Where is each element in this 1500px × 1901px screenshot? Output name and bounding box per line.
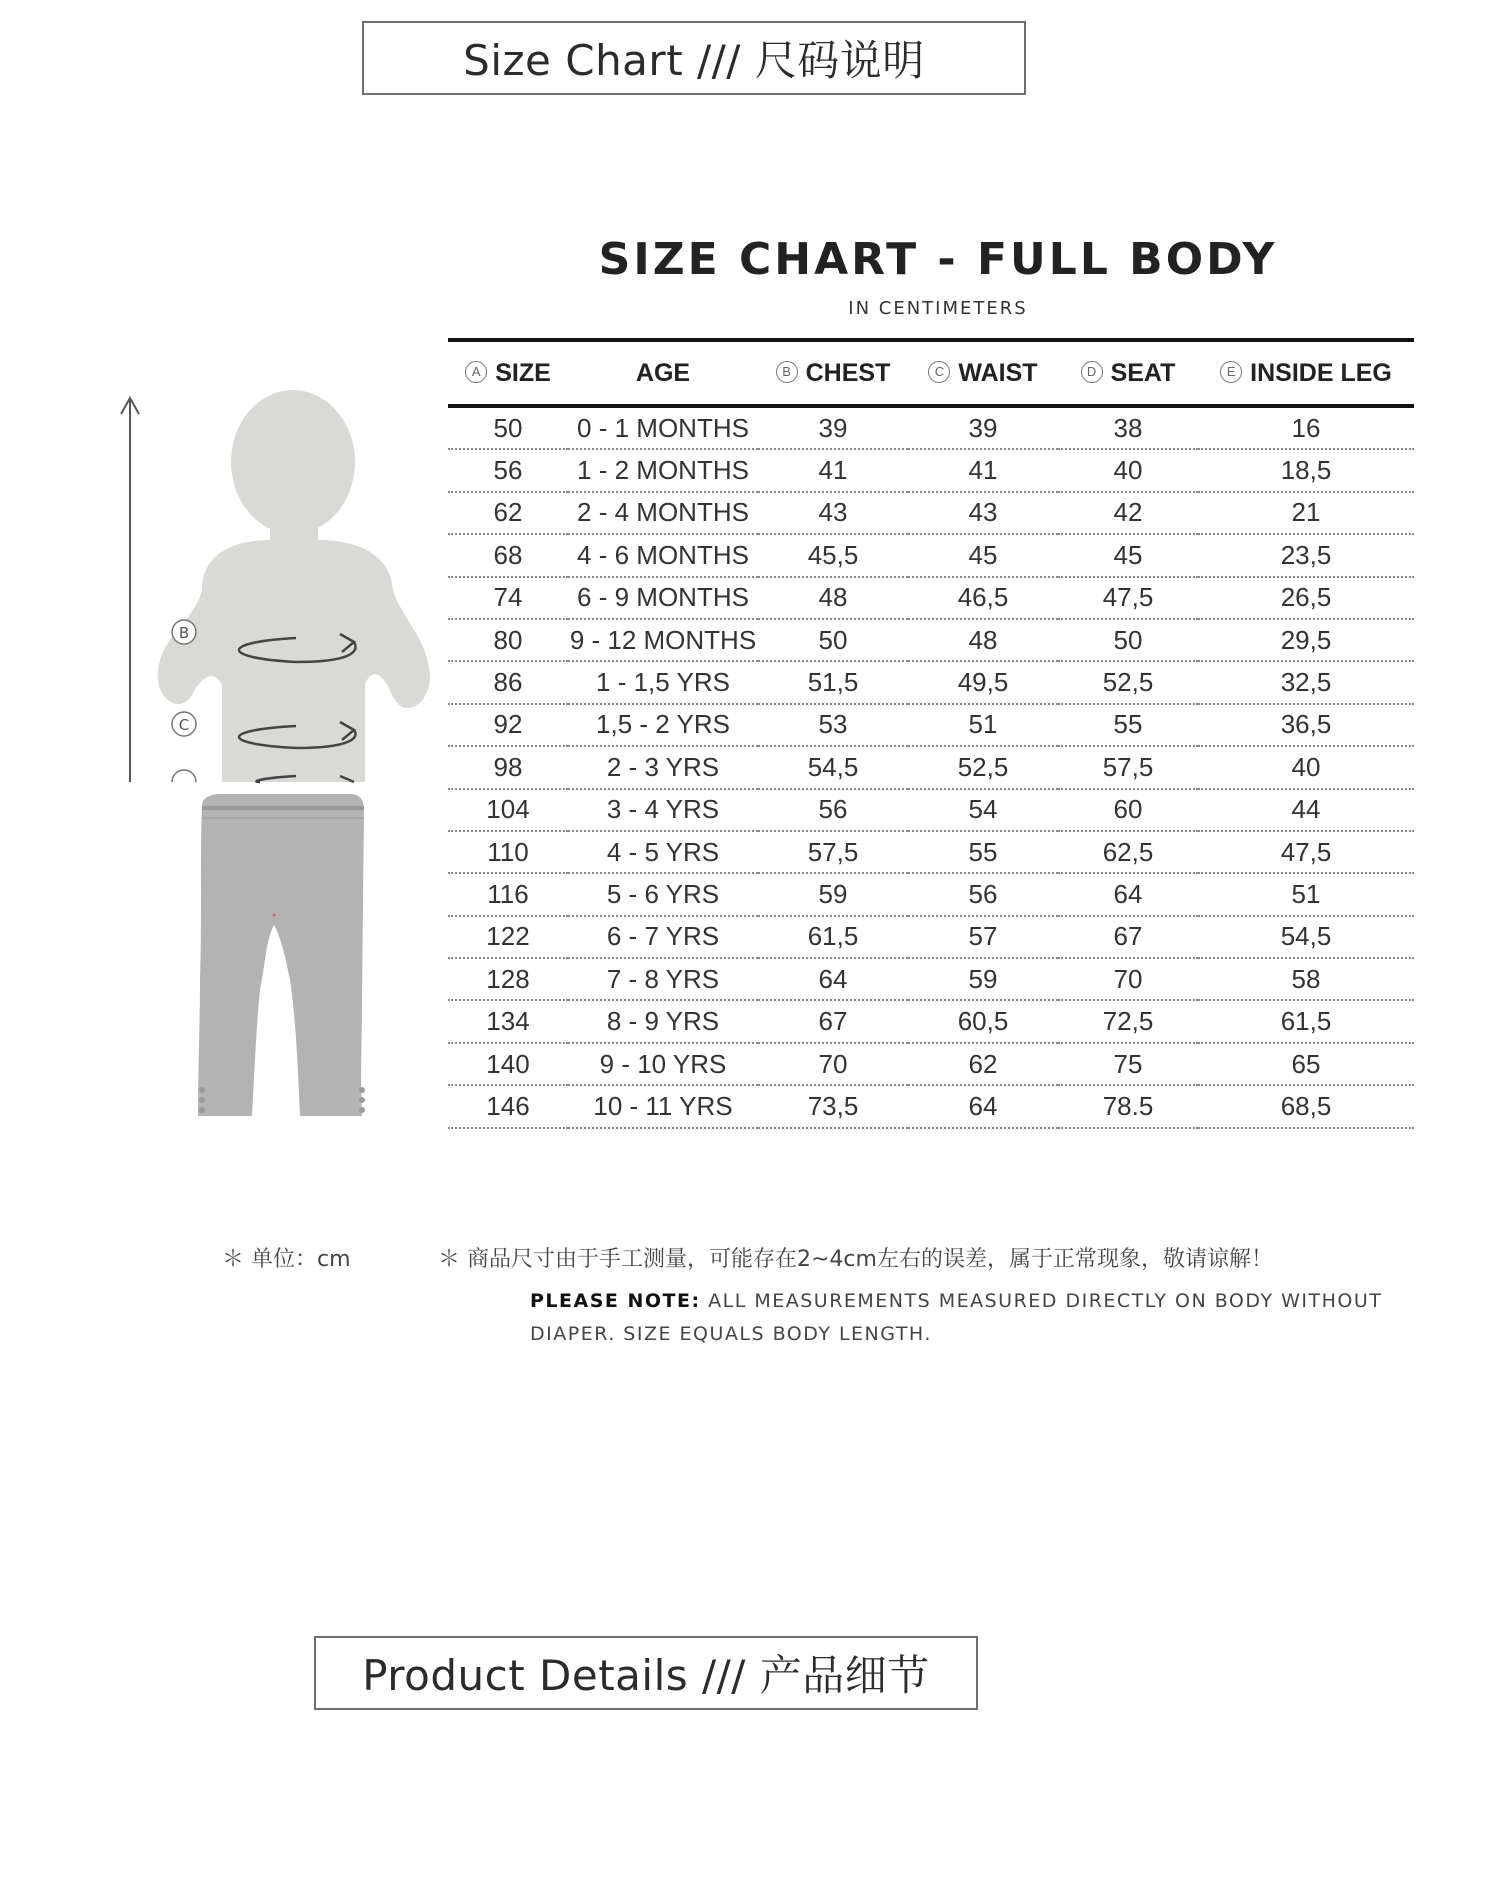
cell-size: 116 bbox=[448, 873, 568, 915]
marker-b-icon bbox=[172, 620, 196, 644]
cell-inside-leg: 61,5 bbox=[1198, 1000, 1414, 1042]
leggings-illustration bbox=[198, 794, 365, 1116]
marker-d-icon bbox=[172, 770, 196, 782]
table-row bbox=[448, 1085, 1414, 1127]
table-row bbox=[448, 449, 1414, 491]
cell-size: 128 bbox=[448, 958, 568, 1000]
cell-seat: 75 bbox=[1058, 1043, 1198, 1085]
cell-chest: 70 bbox=[758, 1043, 908, 1085]
table-row bbox=[448, 661, 1414, 703]
cell-size: 122 bbox=[448, 916, 568, 958]
size-chart-banner-text: Size Chart /// 尺码说明 bbox=[463, 36, 925, 85]
col-waist-header: C WAIST bbox=[908, 340, 1058, 406]
cell-size: 86 bbox=[448, 661, 568, 703]
cell-waist: 62 bbox=[908, 1043, 1058, 1085]
col-inside-leg-header: E INSIDE LEG bbox=[1198, 340, 1414, 406]
cell-inside-leg: 16 bbox=[1198, 406, 1414, 449]
cell-waist: 51 bbox=[908, 704, 1058, 746]
marker-c-icon bbox=[172, 712, 196, 736]
cell-seat: 67 bbox=[1058, 916, 1198, 958]
table-row bbox=[448, 619, 1414, 661]
cell-chest: 50 bbox=[758, 619, 908, 661]
col-size-header: A SIZE bbox=[448, 340, 568, 406]
chart-subtitle: IN CENTIMETERS bbox=[848, 298, 1028, 319]
cell-waist: 56 bbox=[908, 873, 1058, 915]
table-row bbox=[448, 577, 1414, 619]
cell-chest: 57,5 bbox=[758, 831, 908, 873]
col-age-header: AGE bbox=[568, 340, 758, 406]
cell-size: 98 bbox=[448, 746, 568, 788]
cell-chest: 48 bbox=[758, 577, 908, 619]
cell-seat: 45 bbox=[1058, 534, 1198, 576]
cell-waist: 46,5 bbox=[908, 577, 1058, 619]
table-row bbox=[448, 492, 1414, 534]
cell-inside-leg: 58 bbox=[1198, 958, 1414, 1000]
cell-age: 2 - 3 YRS bbox=[568, 746, 758, 788]
table-row bbox=[448, 831, 1414, 873]
table-body bbox=[448, 406, 1414, 1128]
marker-e-icon: E bbox=[1220, 361, 1242, 383]
cell-size: 146 bbox=[448, 1085, 568, 1127]
svg-text:B: B bbox=[178, 624, 190, 642]
cell-age: 3 - 4 YRS bbox=[568, 789, 758, 831]
cell-chest: 73,5 bbox=[758, 1085, 908, 1127]
size-chart-banner bbox=[362, 21, 1026, 95]
col-chest-header: B CHEST bbox=[758, 340, 908, 406]
cell-age: 5 - 6 YRS bbox=[568, 873, 758, 915]
cell-size: 50 bbox=[448, 406, 568, 449]
cell-age: 1 - 2 MONTHS bbox=[568, 449, 758, 491]
cell-waist: 54 bbox=[908, 789, 1058, 831]
product-details-banner-text: Product Details /// 产品细节 bbox=[362, 1651, 930, 1700]
cell-inside-leg: 26,5 bbox=[1198, 577, 1414, 619]
marker-d-icon: D bbox=[1081, 361, 1103, 383]
cell-age: 6 - 9 MONTHS bbox=[568, 577, 758, 619]
height-arrow-icon bbox=[121, 398, 139, 782]
note-text: ALL MEASUREMENTS MEASURED DIRECTLY ON BODY WITHOUT DIAPER. SIZE EQUALS BODY LENGTH. bbox=[530, 1290, 1383, 1345]
cell-seat: 70 bbox=[1058, 958, 1198, 1000]
cell-seat: 78.5 bbox=[1058, 1085, 1198, 1127]
cell-inside-leg: 47,5 bbox=[1198, 831, 1414, 873]
cell-inside-leg: 65 bbox=[1198, 1043, 1414, 1085]
cell-inside-leg: 54,5 bbox=[1198, 916, 1414, 958]
table-row bbox=[448, 704, 1414, 746]
table-row bbox=[448, 534, 1414, 576]
cell-seat: 50 bbox=[1058, 619, 1198, 661]
child-figure-illustration bbox=[110, 380, 450, 1140]
cell-waist: 60,5 bbox=[908, 1000, 1058, 1042]
cell-chest: 51,5 bbox=[758, 661, 908, 703]
cell-inside-leg: 68,5 bbox=[1198, 1085, 1414, 1127]
cell-chest: 67 bbox=[758, 1000, 908, 1042]
cell-seat: 55 bbox=[1058, 704, 1198, 746]
note-label: PLEASE NOTE: bbox=[530, 1290, 701, 1312]
marker-a-icon: A bbox=[465, 361, 487, 383]
cell-chest: 54,5 bbox=[758, 746, 908, 788]
chart-title: SIZE CHART - FULL BODY bbox=[598, 234, 1278, 285]
table-row bbox=[448, 746, 1414, 788]
cell-seat: 57,5 bbox=[1058, 746, 1198, 788]
table-header-row bbox=[448, 340, 1414, 406]
cell-waist: 52,5 bbox=[908, 746, 1058, 788]
cell-size: 134 bbox=[448, 1000, 568, 1042]
cell-size: 80 bbox=[448, 619, 568, 661]
unit-note: ＊ 单位：cm bbox=[222, 1247, 351, 1272]
cell-chest: 45,5 bbox=[758, 534, 908, 576]
cell-chest: 53 bbox=[758, 704, 908, 746]
cell-inside-leg: 36,5 bbox=[1198, 704, 1414, 746]
cell-chest: 43 bbox=[758, 492, 908, 534]
cell-age: 1 - 1,5 YRS bbox=[568, 661, 758, 703]
cell-size: 140 bbox=[448, 1043, 568, 1085]
cell-seat: 72,5 bbox=[1058, 1000, 1198, 1042]
cell-waist: 48 bbox=[908, 619, 1058, 661]
cell-seat: 42 bbox=[1058, 492, 1198, 534]
upper-body-silhouette bbox=[158, 390, 430, 782]
cell-seat: 62,5 bbox=[1058, 831, 1198, 873]
cell-age: 1,5 - 2 YRS bbox=[568, 704, 758, 746]
cell-age: 7 - 8 YRS bbox=[568, 958, 758, 1000]
cell-waist: 43 bbox=[908, 492, 1058, 534]
cell-waist: 55 bbox=[908, 831, 1058, 873]
cell-inside-leg: 32,5 bbox=[1198, 661, 1414, 703]
cell-age: 8 - 9 YRS bbox=[568, 1000, 758, 1042]
cell-inside-leg: 29,5 bbox=[1198, 619, 1414, 661]
table-row bbox=[448, 958, 1414, 1000]
cell-size: 92 bbox=[448, 704, 568, 746]
cell-age: 0 - 1 MONTHS bbox=[568, 406, 758, 449]
table-row bbox=[448, 1043, 1414, 1085]
table-row bbox=[448, 789, 1414, 831]
cell-chest: 59 bbox=[758, 873, 908, 915]
measurement-note-en bbox=[530, 1285, 1410, 1351]
cell-waist: 59 bbox=[908, 958, 1058, 1000]
cell-waist: 49,5 bbox=[908, 661, 1058, 703]
marker-c-icon: C bbox=[928, 361, 950, 383]
cell-inside-leg: 44 bbox=[1198, 789, 1414, 831]
cell-seat: 60 bbox=[1058, 789, 1198, 831]
cell-waist: 64 bbox=[908, 1085, 1058, 1127]
cell-chest: 41 bbox=[758, 449, 908, 491]
cell-seat: 40 bbox=[1058, 449, 1198, 491]
col-seat-header: D SEAT bbox=[1058, 340, 1198, 406]
cell-age: 4 - 5 YRS bbox=[568, 831, 758, 873]
table-row bbox=[448, 1000, 1414, 1042]
table-row bbox=[448, 916, 1414, 958]
product-details-banner bbox=[314, 1636, 978, 1710]
cell-waist: 45 bbox=[908, 534, 1058, 576]
cell-age: 9 - 12 MONTHS bbox=[568, 619, 758, 661]
cell-seat: 64 bbox=[1058, 873, 1198, 915]
table-row bbox=[448, 406, 1414, 449]
cell-size: 56 bbox=[448, 449, 568, 491]
cell-inside-leg: 21 bbox=[1198, 492, 1414, 534]
cell-size: 110 bbox=[448, 831, 568, 873]
table-row bbox=[448, 873, 1414, 915]
cell-age: 6 - 7 YRS bbox=[568, 916, 758, 958]
cell-chest: 61,5 bbox=[758, 916, 908, 958]
cell-size: 74 bbox=[448, 577, 568, 619]
svg-text:C: C bbox=[178, 716, 190, 734]
cell-age: 4 - 6 MONTHS bbox=[568, 534, 758, 576]
cell-seat: 47,5 bbox=[1058, 577, 1198, 619]
cell-inside-leg: 40 bbox=[1198, 746, 1414, 788]
cell-inside-leg: 51 bbox=[1198, 873, 1414, 915]
cell-waist: 39 bbox=[908, 406, 1058, 449]
cell-age: 2 - 4 MONTHS bbox=[568, 492, 758, 534]
cell-inside-leg: 18,5 bbox=[1198, 449, 1414, 491]
cell-waist: 41 bbox=[908, 449, 1058, 491]
cell-waist: 57 bbox=[908, 916, 1058, 958]
size-chart-table bbox=[448, 338, 1414, 1129]
marker-b-icon: B bbox=[776, 361, 798, 383]
cell-age: 9 - 10 YRS bbox=[568, 1043, 758, 1085]
cell-chest: 56 bbox=[758, 789, 908, 831]
cell-chest: 39 bbox=[758, 406, 908, 449]
cell-size: 62 bbox=[448, 492, 568, 534]
cell-seat: 38 bbox=[1058, 406, 1198, 449]
cell-size: 104 bbox=[448, 789, 568, 831]
cell-age: 10 - 11 YRS bbox=[568, 1085, 758, 1127]
cell-size: 68 bbox=[448, 534, 568, 576]
cell-inside-leg: 23,5 bbox=[1198, 534, 1414, 576]
cell-seat: 52,5 bbox=[1058, 661, 1198, 703]
measurement-note-cn: ＊ 商品尺寸由于手工测量，可能存在2~4cm左右的误差，属于正常现象，敬请谅解！ bbox=[438, 1247, 1273, 1272]
cell-chest: 64 bbox=[758, 958, 908, 1000]
